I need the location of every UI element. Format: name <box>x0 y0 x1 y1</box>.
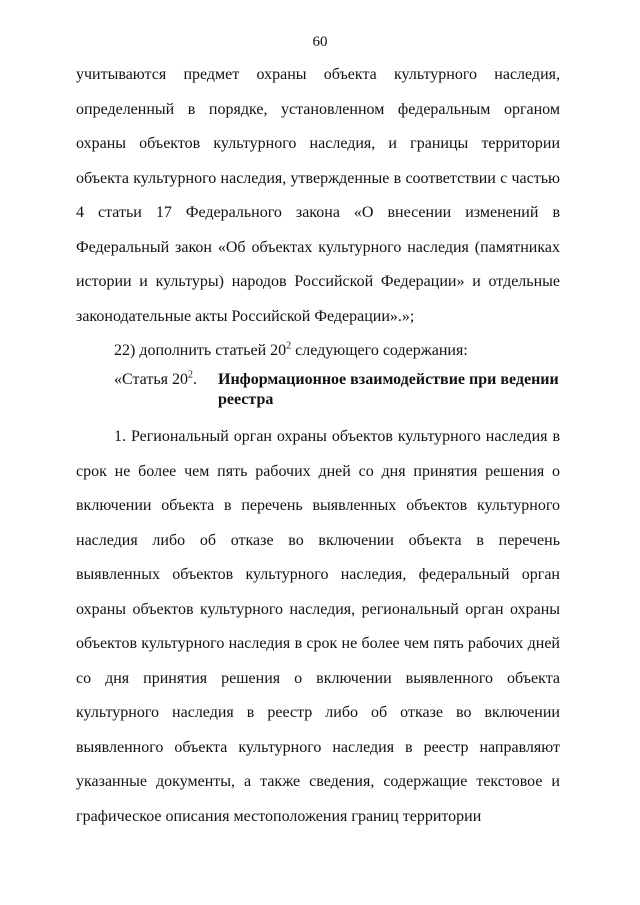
article-suffix: . <box>192 371 197 388</box>
article-heading <box>114 370 560 410</box>
article-title: Информационное взаимодействие при ведении реестра <box>218 371 559 408</box>
article-superscript: 2 <box>187 369 193 381</box>
article-prefix: «Статья 20 <box>114 371 188 388</box>
item-22-text: 22) дополнить статьей 20 <box>114 342 287 359</box>
paragraph-continuation-block <box>76 58 560 334</box>
item-22-superscript: 2 <box>286 340 292 352</box>
page-number: 60 <box>312 34 328 50</box>
item-22-block <box>76 334 560 369</box>
article-paragraph-1: 1. Региональный орган охраны объектов культурного наследия в срок не более чем пять рабочих дней со дня принятия решения о включении объекта в перечень выявленных объектов культурного наследия либо об отказе во включении объекта в перечень выявленных объектов культурного наследия, федеральный орган охраны объектов культурного наследия, региональный орган охраны объектов культурного наследия в срок не более чем пять рабочих дней со дня принятия решения о включении выявленного объекта культурного наследия в реестр либо об отказе во включении выявленного объекта культурного наследия в реестр направляют указанные документы, а также сведения, содержащие текстовое и графическое описания местоположения границ территории <box>76 428 560 825</box>
item-22-text-end: следующего содержания: <box>291 342 468 359</box>
article-paragraph-1-block <box>76 420 560 834</box>
article-number <box>114 370 218 410</box>
paragraph-continuation: учитываются предмет охраны объекта культурного наследия, определенный в порядке, установленном федеральным органом охраны объектов культурного наследия, и границы территории объекта культурного наследия, утвержденные в соответствии с частью 4 статьи 17 Федерального закона «О внесении изменений в Федеральный закон «Об объектах культурного наследия (памятниках истории и культуры) народов Российской Федерации» и отдельные законодательные акты Российской Федерации».»; <box>76 66 560 325</box>
item-22 <box>76 334 560 369</box>
